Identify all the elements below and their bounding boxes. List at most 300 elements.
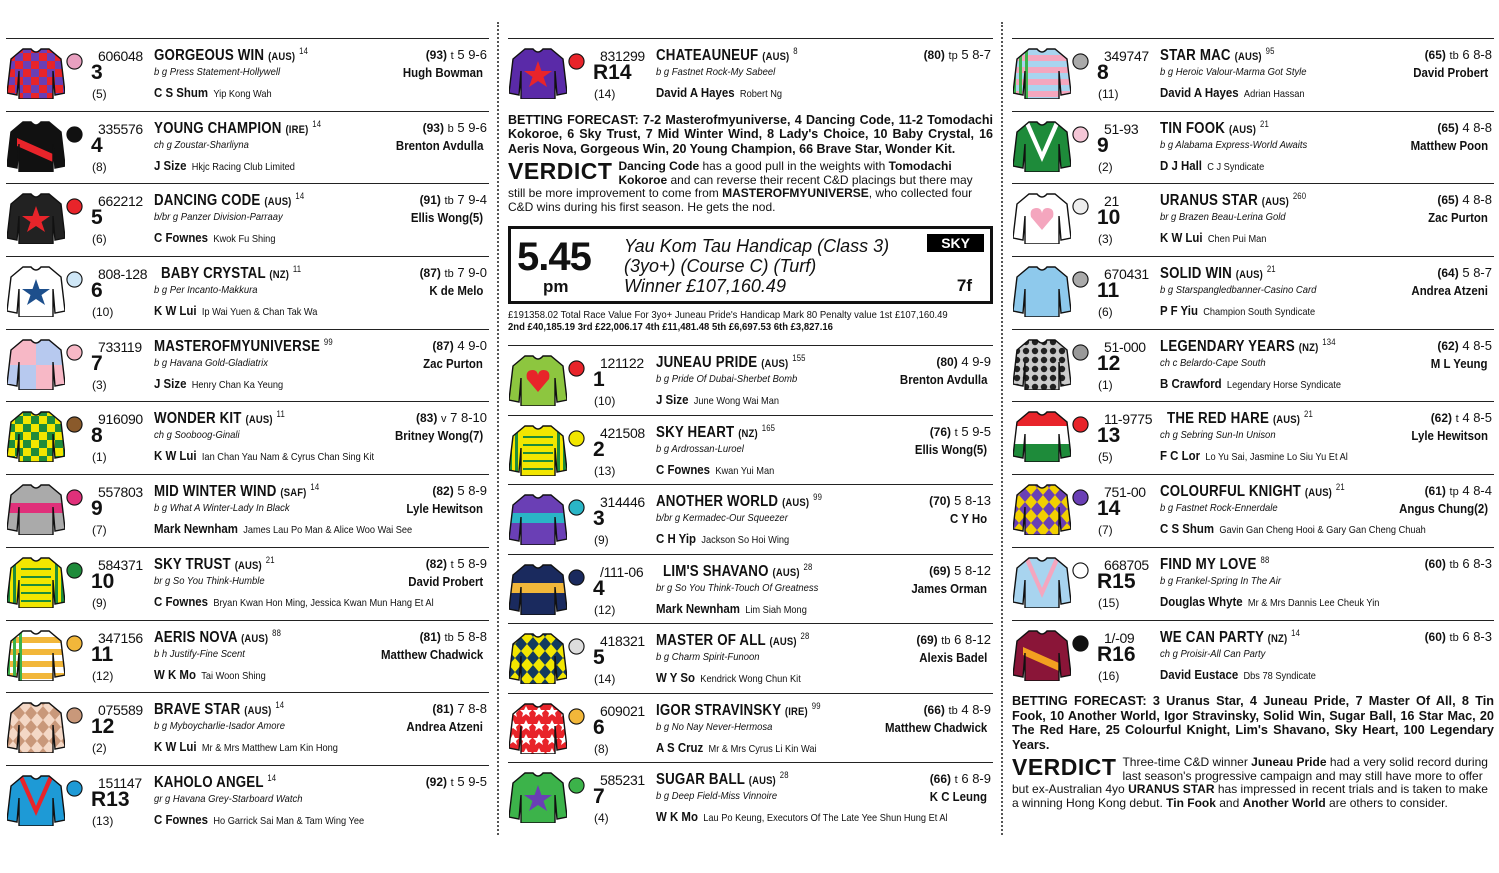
equipment: tp	[948, 50, 958, 62]
horse-name	[154, 119, 321, 138]
owner-name: Lim Siah Mong	[745, 603, 807, 616]
official-rating: (91)	[419, 193, 441, 208]
cap-icon	[66, 344, 83, 361]
country-code: (AUS)	[1261, 196, 1289, 209]
equipment: tb	[444, 195, 454, 208]
trainer-line	[1160, 230, 1266, 245]
owner-name: Kwan Yui Man	[715, 464, 775, 477]
official-rating: (69)	[929, 563, 951, 578]
country-code: (AUS)	[782, 497, 810, 510]
country-code: (AUS)	[241, 632, 269, 645]
official-rating: (82)	[432, 484, 454, 499]
column-2	[508, 0, 993, 873]
cap-icon	[66, 635, 83, 652]
trainer-name: C Fownes	[656, 461, 711, 477]
rating-line	[420, 629, 487, 644]
rating-line	[1437, 338, 1492, 353]
runner-number: 4	[91, 133, 103, 157]
official-rating: (61)	[1424, 484, 1446, 499]
age: 5	[457, 483, 465, 499]
jockey-name: Ellis Wong(5)	[410, 210, 483, 226]
horse-name	[663, 562, 813, 581]
horse-name	[154, 628, 281, 647]
cap-icon	[568, 360, 585, 377]
equipment: t	[1455, 413, 1459, 426]
trainer-name: C Fownes	[154, 593, 209, 609]
owner-name: Mr & Mrs Cyrus Li Kin Wai	[708, 742, 817, 755]
official-rating: (87)	[419, 266, 441, 281]
verdict-fragment: has a good pull in the weights with	[699, 159, 889, 174]
age: 4	[961, 354, 969, 370]
weight: 8-5	[1473, 337, 1492, 353]
cap-icon	[568, 708, 585, 725]
runner-number: 9	[91, 497, 103, 521]
age: 5	[457, 119, 465, 135]
country-code: (AUS)	[234, 559, 262, 572]
runner-row	[508, 693, 993, 763]
breeding: b g Ardrossan-Luroel	[656, 442, 744, 455]
days-since-run: 28	[779, 770, 789, 781]
breeding: b/br g Panzer Division-Parraay	[154, 211, 283, 224]
runner-row	[508, 554, 993, 624]
silk	[1013, 481, 1071, 535]
country-code: (AUS)	[761, 358, 789, 371]
horse-name-text: SKY HEART	[656, 423, 735, 441]
trainer-line	[656, 601, 807, 616]
runner-number: 12	[1097, 351, 1121, 375]
age: 5	[954, 562, 962, 578]
owner-name: Ho Garrick Sai Man & Tam Wing Yee	[213, 814, 365, 827]
official-rating: (60)	[1424, 629, 1446, 644]
country-code: (AUS)	[762, 51, 790, 63]
days-since-run: 21	[265, 554, 275, 565]
age: 4	[1462, 410, 1470, 426]
silk	[1013, 627, 1071, 681]
country-code: (NZ)	[1298, 341, 1319, 354]
cap-icon	[66, 198, 83, 215]
horse-name	[1160, 337, 1336, 356]
horse-name-text: AERIS NOVA	[154, 628, 238, 646]
recent-form: 751-00	[1104, 484, 1146, 501]
trainer-line	[1160, 521, 1426, 536]
recent-form: 11-9775	[1104, 411, 1153, 428]
recent-form: 670431	[1104, 266, 1149, 283]
jockey-name: Alexis Badel	[918, 650, 987, 666]
runner-number: R14	[593, 61, 632, 84]
horse-name-text: SOLID WIN	[1160, 265, 1232, 283]
rating-line	[1431, 410, 1492, 425]
weight: 8-4	[1473, 483, 1492, 499]
cap-icon	[1072, 416, 1089, 433]
weight: 8-8	[1473, 192, 1492, 208]
horse-name-text: SKY TRUST	[154, 555, 231, 573]
silk	[509, 700, 567, 754]
column-3	[1012, 0, 1494, 873]
prize-line-1: £191358.02 Total Race Value For 3yo+ Juneau Pride's Handicap Mark 80 Penalty value 1st £107,160.49	[508, 310, 948, 322]
trainer-name: K W Lui	[154, 739, 197, 755]
jockey-silk-icon	[7, 118, 65, 172]
draw: (13)	[594, 463, 616, 478]
official-rating: (66)	[923, 702, 945, 717]
runner-row	[6, 474, 489, 547]
weight: 8-9	[972, 771, 991, 787]
age: 5	[457, 47, 465, 62]
recent-form: 314446	[600, 494, 645, 511]
weight: 8-8	[468, 701, 487, 717]
trainer-line	[656, 809, 948, 824]
draw: (9)	[92, 595, 107, 610]
cap	[66, 126, 83, 143]
official-rating: (87)	[432, 338, 454, 353]
breeding: b g Fastnet Rock-My Sabeel	[656, 66, 776, 78]
runner-row	[508, 345, 993, 415]
jockey-name: Brenton Avdulla	[395, 137, 483, 153]
race-distance: 7f	[956, 276, 972, 296]
cap-icon	[66, 126, 83, 143]
jockey-silk-icon	[7, 190, 65, 244]
owner-name: Hkjc Racing Club Limited	[191, 160, 295, 173]
weight: 8-7	[972, 47, 991, 62]
runner-row	[508, 484, 993, 554]
cap	[1072, 53, 1089, 70]
official-rating: (83)	[416, 411, 438, 426]
verdict-fragment: has impressed in recent trials and is taken to make a winning Hong Kong debut.	[1012, 782, 1488, 810]
cap-icon	[1072, 271, 1089, 288]
prize-money	[508, 310, 978, 333]
age: 6	[954, 632, 962, 648]
trainer-name: J Size	[154, 375, 187, 391]
days-since-run: 14	[267, 772, 277, 783]
trainer-line	[656, 740, 817, 755]
horse-name-text: MASTER OF ALL	[656, 632, 766, 650]
silk	[7, 190, 65, 244]
breeding: ch g Proisir-All Can Party	[1160, 647, 1266, 660]
cap	[568, 499, 585, 516]
recent-form: /111-06	[600, 563, 644, 580]
draw: (12)	[92, 668, 114, 683]
trainer-name: D J Hall	[1160, 157, 1202, 173]
horse-name-text: LIM'S SHAVANO	[663, 562, 769, 580]
country-code: (NZ)	[738, 427, 758, 440]
jockey-silk-icon	[7, 263, 65, 317]
jockey-name: Matthew Chadwick	[380, 646, 483, 662]
trainer-name: K W Lui	[1160, 230, 1203, 246]
country-code: (IRE)	[285, 123, 309, 136]
country-code: (AUS)	[748, 775, 776, 788]
verdict-fragment: are others to consider.	[1325, 795, 1448, 810]
runner-row	[508, 38, 993, 111]
rating-line	[1425, 629, 1492, 644]
weight: 8-13	[964, 493, 991, 509]
official-rating: (60)	[1424, 556, 1446, 571]
owner-name: Ip Wai Yuen & Chan Tak Wa	[201, 306, 318, 319]
recent-form: 51-000	[1104, 338, 1146, 355]
trainer-line	[1160, 158, 1264, 173]
official-rating: (65)	[1437, 120, 1459, 135]
runner-number: R15	[1097, 569, 1136, 593]
horse-name-text: MID WINTER WIND	[154, 483, 277, 501]
jockey-silk-icon	[1013, 481, 1071, 535]
days-since-run: 134	[1322, 336, 1336, 347]
trainer-name: C H Yip	[656, 531, 697, 547]
trainer-name: K W Lui	[154, 448, 197, 464]
rating-line	[416, 410, 487, 425]
trainer-line	[154, 303, 317, 318]
owner-name: Kwok Fu Shing	[213, 233, 276, 246]
runner-number: 5	[91, 206, 103, 230]
weight: 8-3	[1473, 555, 1492, 571]
jockey-name: Lyle Hewitson	[406, 501, 483, 517]
recent-form: 151147	[98, 774, 142, 791]
rating-line	[1437, 265, 1492, 280]
verdict-fragment: Dancing Code	[618, 159, 700, 174]
verdict-fragment: MASTEROFMYUNIVERSE	[722, 186, 869, 201]
jockey-name: Matthew Poon	[1410, 137, 1488, 153]
equipment: tb	[1449, 50, 1459, 62]
draw: (7)	[92, 523, 107, 538]
runner-row	[1012, 620, 1494, 693]
draw: (10)	[92, 305, 114, 320]
breeding: b h Justify-Fine Scent	[154, 647, 245, 660]
age: 6	[961, 771, 969, 787]
cap	[1072, 416, 1089, 433]
recent-form: 075589	[98, 702, 143, 719]
trainer-line	[1160, 85, 1305, 100]
recent-form: 609021	[600, 702, 645, 719]
trainer-name: David A Hayes	[1160, 85, 1239, 100]
owner-name: Chen Pui Man	[1207, 233, 1267, 246]
draw: (5)	[92, 87, 107, 101]
age: 4	[1462, 337, 1470, 353]
owner-name: Dbs 78 Syndicate	[1243, 669, 1316, 682]
cap	[1072, 635, 1089, 652]
jockey-silk-icon	[7, 481, 65, 535]
trainer-line	[154, 521, 412, 536]
recent-form: 585231	[600, 772, 645, 789]
jockey-name: Matthew Chadwick	[884, 719, 987, 735]
cap	[66, 635, 83, 652]
weight: 8-9	[468, 483, 487, 499]
cap	[568, 708, 585, 725]
rating-line	[924, 702, 991, 717]
days-since-run: 155	[792, 353, 806, 364]
cap	[1072, 126, 1089, 143]
days-since-run: 21	[1266, 264, 1276, 275]
rating-line	[432, 338, 487, 353]
age: 7	[457, 701, 465, 717]
country-code: (AUS)	[264, 196, 292, 209]
silk	[7, 263, 65, 317]
horse-name-text: THE RED HARE	[1167, 410, 1270, 428]
rating-line	[1425, 556, 1492, 571]
jockey-silk-icon	[1013, 627, 1071, 681]
weight: 9-0	[468, 265, 487, 281]
silk	[1013, 263, 1071, 317]
verdict	[1012, 756, 1494, 810]
official-rating: (64)	[1437, 266, 1459, 281]
days-since-run: 28	[800, 631, 810, 642]
runner-row	[1012, 329, 1494, 402]
runner-number: 11	[91, 642, 114, 666]
cap	[66, 489, 83, 506]
rating-line	[426, 774, 487, 789]
jockey-silk-icon	[1013, 190, 1071, 244]
trainer-line	[656, 531, 789, 546]
draw: (11)	[1098, 87, 1119, 101]
silk	[1013, 554, 1071, 608]
trainer-name: W K Mo	[154, 666, 196, 682]
cap	[568, 360, 585, 377]
horse-name-text: YOUNG CHAMPION	[154, 119, 282, 137]
equipment: t	[450, 50, 454, 62]
days-since-run: 14	[295, 191, 305, 202]
horse-name-text: CHATEAUNEUF	[656, 47, 759, 64]
jockey-silk-icon	[7, 627, 65, 681]
recent-form: 584371	[98, 556, 143, 573]
rating-line	[423, 120, 487, 135]
rating-line	[916, 632, 991, 647]
column-divider-2	[1001, 22, 1003, 835]
official-rating: (66)	[929, 772, 952, 787]
breeding: br g So You Think-Touch Of Greatness	[656, 581, 819, 594]
rating-line	[929, 493, 991, 508]
jockey-silk-icon	[509, 630, 567, 684]
official-rating: (80)	[923, 48, 945, 62]
horse-name	[656, 631, 809, 650]
jockey-silk-icon	[7, 336, 65, 390]
horse-name	[1160, 191, 1306, 210]
runner-row	[6, 329, 489, 402]
days-since-run: 260	[1292, 191, 1307, 202]
recent-form: 349747	[1104, 48, 1149, 64]
verdict-fragment: had a very solid record during last season's progressive campaign and may still have more to offer but ex-Australian 4yo	[1012, 755, 1488, 797]
jockey-name: K de Melo	[428, 283, 483, 299]
trainer-line	[656, 670, 801, 685]
breeding: ch g Sebring Sun-In Unison	[1160, 429, 1276, 442]
breeding: b g Deep Field-Miss Vinnoire	[656, 790, 778, 803]
betting-forecast: BETTING FORECAST: 3 Uranus Star, 4 Juneau Pride, 7 Master Of All, 8 Tin Fook, 10 Another World, Igor Stravinsky, Solid Win, Sugar Ball, 16 Star Mac, 20 The Red Hare, 25 Colourful Knight, Lim's Shavano, Sky Heart, 100 Legendary Years.	[1012, 694, 1494, 752]
cap	[1072, 198, 1089, 215]
equipment: tb	[948, 704, 958, 717]
equipment: t	[450, 776, 454, 789]
owner-name: C J Syndicate	[1207, 160, 1265, 173]
draw: (16)	[1098, 668, 1120, 683]
draw: (7)	[1098, 523, 1113, 538]
silk	[7, 118, 65, 172]
race-title-line1: Yau Kom Tau Handicap (Class 3)	[624, 236, 890, 257]
equipment: tb	[444, 631, 454, 644]
days-since-run: 28	[803, 561, 813, 572]
runner-row	[6, 111, 489, 184]
owner-name: Kendrick Wong Chun Kit	[700, 673, 801, 686]
owner-name: Legendary Horse Syndicate	[1226, 378, 1341, 391]
cap-icon	[1072, 344, 1089, 361]
draw: (9)	[594, 533, 609, 548]
trainer-name: C S Shum	[1160, 521, 1215, 537]
trainer-name: C Fownes	[154, 811, 209, 827]
breeding: ch c Belardo-Cape South	[1160, 356, 1266, 369]
race-title-line2: (3yo+) (Course C) (Turf)	[624, 256, 817, 277]
official-rating: (80)	[936, 355, 958, 370]
breeding: b g Frankel-Spring In The Air	[1160, 574, 1281, 587]
verdict-fragment: , who collected four C&D wins during his first season. He gets the nod.	[508, 186, 973, 214]
official-rating: (65)	[1424, 48, 1446, 62]
recent-form: 916090	[98, 411, 143, 428]
draw: (8)	[594, 741, 609, 756]
horse-name	[656, 701, 821, 720]
horse-name	[1160, 482, 1345, 501]
official-rating: (69)	[916, 633, 938, 648]
prev-verdict-word: VERDICT	[508, 158, 613, 185]
age: 5	[457, 555, 465, 571]
country-code: (AUS)	[245, 414, 273, 427]
recent-form: 557803	[98, 484, 143, 501]
jockey-silk-icon	[509, 422, 567, 476]
recent-form: 421508	[600, 424, 645, 441]
recent-form: 347156	[98, 629, 143, 646]
draw: (10)	[594, 394, 616, 409]
rating-line	[420, 265, 487, 280]
horse-name	[161, 264, 301, 283]
runner-number: 3	[91, 61, 103, 84]
cap-icon	[66, 489, 83, 506]
breeding: ch g Sooboog-Ginali	[154, 429, 240, 442]
cap-icon	[66, 53, 83, 70]
race-title	[624, 236, 889, 296]
jockey-silk-icon	[1013, 554, 1071, 608]
country-code: (AUS)	[1235, 269, 1263, 282]
draw: (3)	[1098, 232, 1113, 247]
weight: 8-8	[1473, 47, 1492, 62]
verdict-fragment: Another World	[1242, 795, 1326, 810]
trainer-name: J Size	[154, 157, 187, 173]
trainer-name: C Fownes	[154, 230, 209, 246]
jockey-silk-icon	[7, 408, 65, 462]
cap-icon	[1072, 198, 1089, 215]
trainer-line	[1160, 376, 1341, 391]
horse-name	[154, 191, 304, 210]
age: 4	[961, 701, 969, 717]
runner-number: 2	[593, 437, 605, 461]
rating-line	[924, 47, 991, 62]
verdict-word: VERDICT	[1012, 754, 1117, 781]
age: 5	[961, 47, 969, 62]
jockey-name: Hugh Bowman	[402, 65, 483, 80]
rating-line	[1437, 192, 1492, 207]
cap-icon	[568, 777, 585, 794]
days-since-run: 88	[1260, 554, 1270, 565]
trainer-name: Mark Newnham	[656, 600, 740, 616]
jockey-silk-icon	[1013, 118, 1071, 172]
silk	[7, 408, 65, 462]
country-code: (AUS)	[268, 51, 296, 63]
recent-form: 606048	[98, 48, 143, 64]
age: 5	[457, 628, 465, 644]
breeding: ch g Zoustar-Sharliyna	[154, 138, 249, 151]
runner-row	[6, 620, 489, 693]
horse-name	[154, 482, 319, 501]
jockey-name: M L Yeung	[1431, 355, 1488, 371]
cap-icon	[66, 707, 83, 724]
trainer-line	[154, 85, 272, 100]
official-rating: (92)	[425, 774, 448, 789]
prev-betting-forecast: BETTING FORECAST: 7-2 Masterofmyuniverse, 4 Dancing Code, 11-2 Tomodachi Kokoroe, 6 Sky Trust, 7 Mid Winter Wind, 8 Lady's Choice, 10 Baby Crystal, 16 Aeris Nova, Gorgeous Win, 20 Young Champion, 66 Brave Star, Wonder Kit.	[508, 112, 993, 156]
runner-number: 9	[1097, 133, 1109, 157]
draw: (15)	[1098, 595, 1120, 610]
jockey-silk-icon	[7, 699, 65, 753]
runner-number: 3	[593, 507, 605, 531]
age: 5	[961, 423, 969, 439]
